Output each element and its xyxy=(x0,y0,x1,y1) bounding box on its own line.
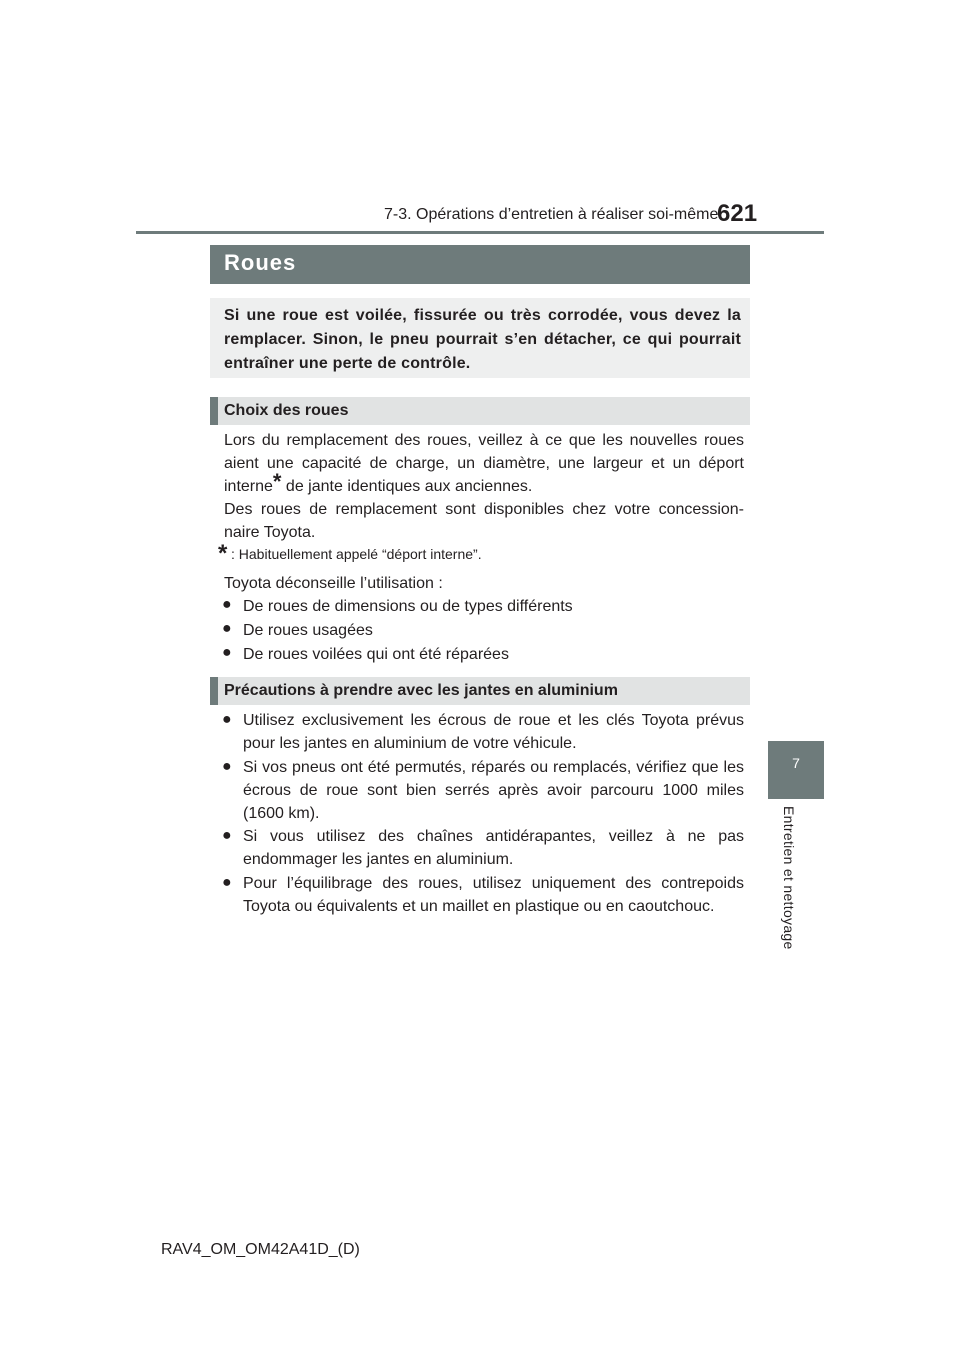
paragraph-text: de jante identiques aux anciennes. xyxy=(281,478,533,495)
footnote-marker: * xyxy=(272,468,282,494)
chapter-number: 7 xyxy=(792,755,800,771)
header-rule xyxy=(136,231,824,234)
intro-text: Si une roue est voilée, fissurée ou très corrodée, vous devez la remplacer. Sinon, le pneu pourrait s’en détacher, ce qui pourrait entraîner une perte de contrôle. xyxy=(224,307,741,372)
bullet-icon: ● xyxy=(222,827,232,844)
footnote-text: : Habituellement appelé “déport interne”. xyxy=(231,546,482,562)
bullet-icon: ● xyxy=(222,620,232,637)
bullet-icon: ● xyxy=(222,758,232,775)
section-header: 7-3. Opérations d’entretien à réaliser soi-même xyxy=(384,206,719,223)
list-item: De roues de dimensions ou de types différents xyxy=(243,598,573,615)
list-item: De roues usagées xyxy=(243,622,373,639)
paragraph-text: Lors du remplacement des roues, veillez à ce que les nouvelles roues aient une capacité de charge, un diamètre, une largeur et un déport interne xyxy=(224,432,744,495)
bullet-icon: ● xyxy=(222,711,232,728)
page-number: 621 xyxy=(717,200,758,227)
bullet-icon: ● xyxy=(222,596,232,613)
section-heading-accent xyxy=(210,397,218,425)
section-heading-accent xyxy=(210,677,218,705)
list-intro: Toyota déconseille l’utilisation : xyxy=(224,575,443,592)
chapter-label: Entretien et nettoyage xyxy=(781,806,797,950)
list-item: Pour l’équilibrage des roues, utilisez uniquement des contrepoids Toyota ou équivalents et un maillet en plastique ou en caoutchouc. xyxy=(243,875,744,915)
footnote-star: * xyxy=(218,540,228,567)
section-heading-choix: Choix des roues xyxy=(224,402,349,419)
bullet-icon: ● xyxy=(222,874,232,891)
bullet-icon: ● xyxy=(222,644,232,661)
list-item: Utilisez exclusivement les écrous de roue et les clés Toyota prévus pour les jantes en aluminium de votre véhicule. xyxy=(243,712,744,752)
list-item: De roues voilées qui ont été réparées xyxy=(243,646,509,663)
page-title: Roues xyxy=(224,250,297,275)
section-heading-precautions: Précautions à prendre avec les jantes en aluminium xyxy=(224,682,618,699)
document-code: RAV4_OM_OM42A41D_(D) xyxy=(161,1241,360,1258)
list-item: Si vos pneus ont été permutés, réparés ou remplacés, vérifiez que les écrous de roue sont bien serrés après avoir parcouru 1000 miles (1600 km). xyxy=(243,759,744,822)
list-item: Si vous utilisez des chaînes antidérapantes, veillez à ne pas endommager les jantes en aluminium. xyxy=(243,828,744,868)
paragraph-text: Des roues de remplacement sont disponibles chez votre concession-naire Toyota. xyxy=(224,501,744,541)
paragraph-choix xyxy=(224,429,744,544)
